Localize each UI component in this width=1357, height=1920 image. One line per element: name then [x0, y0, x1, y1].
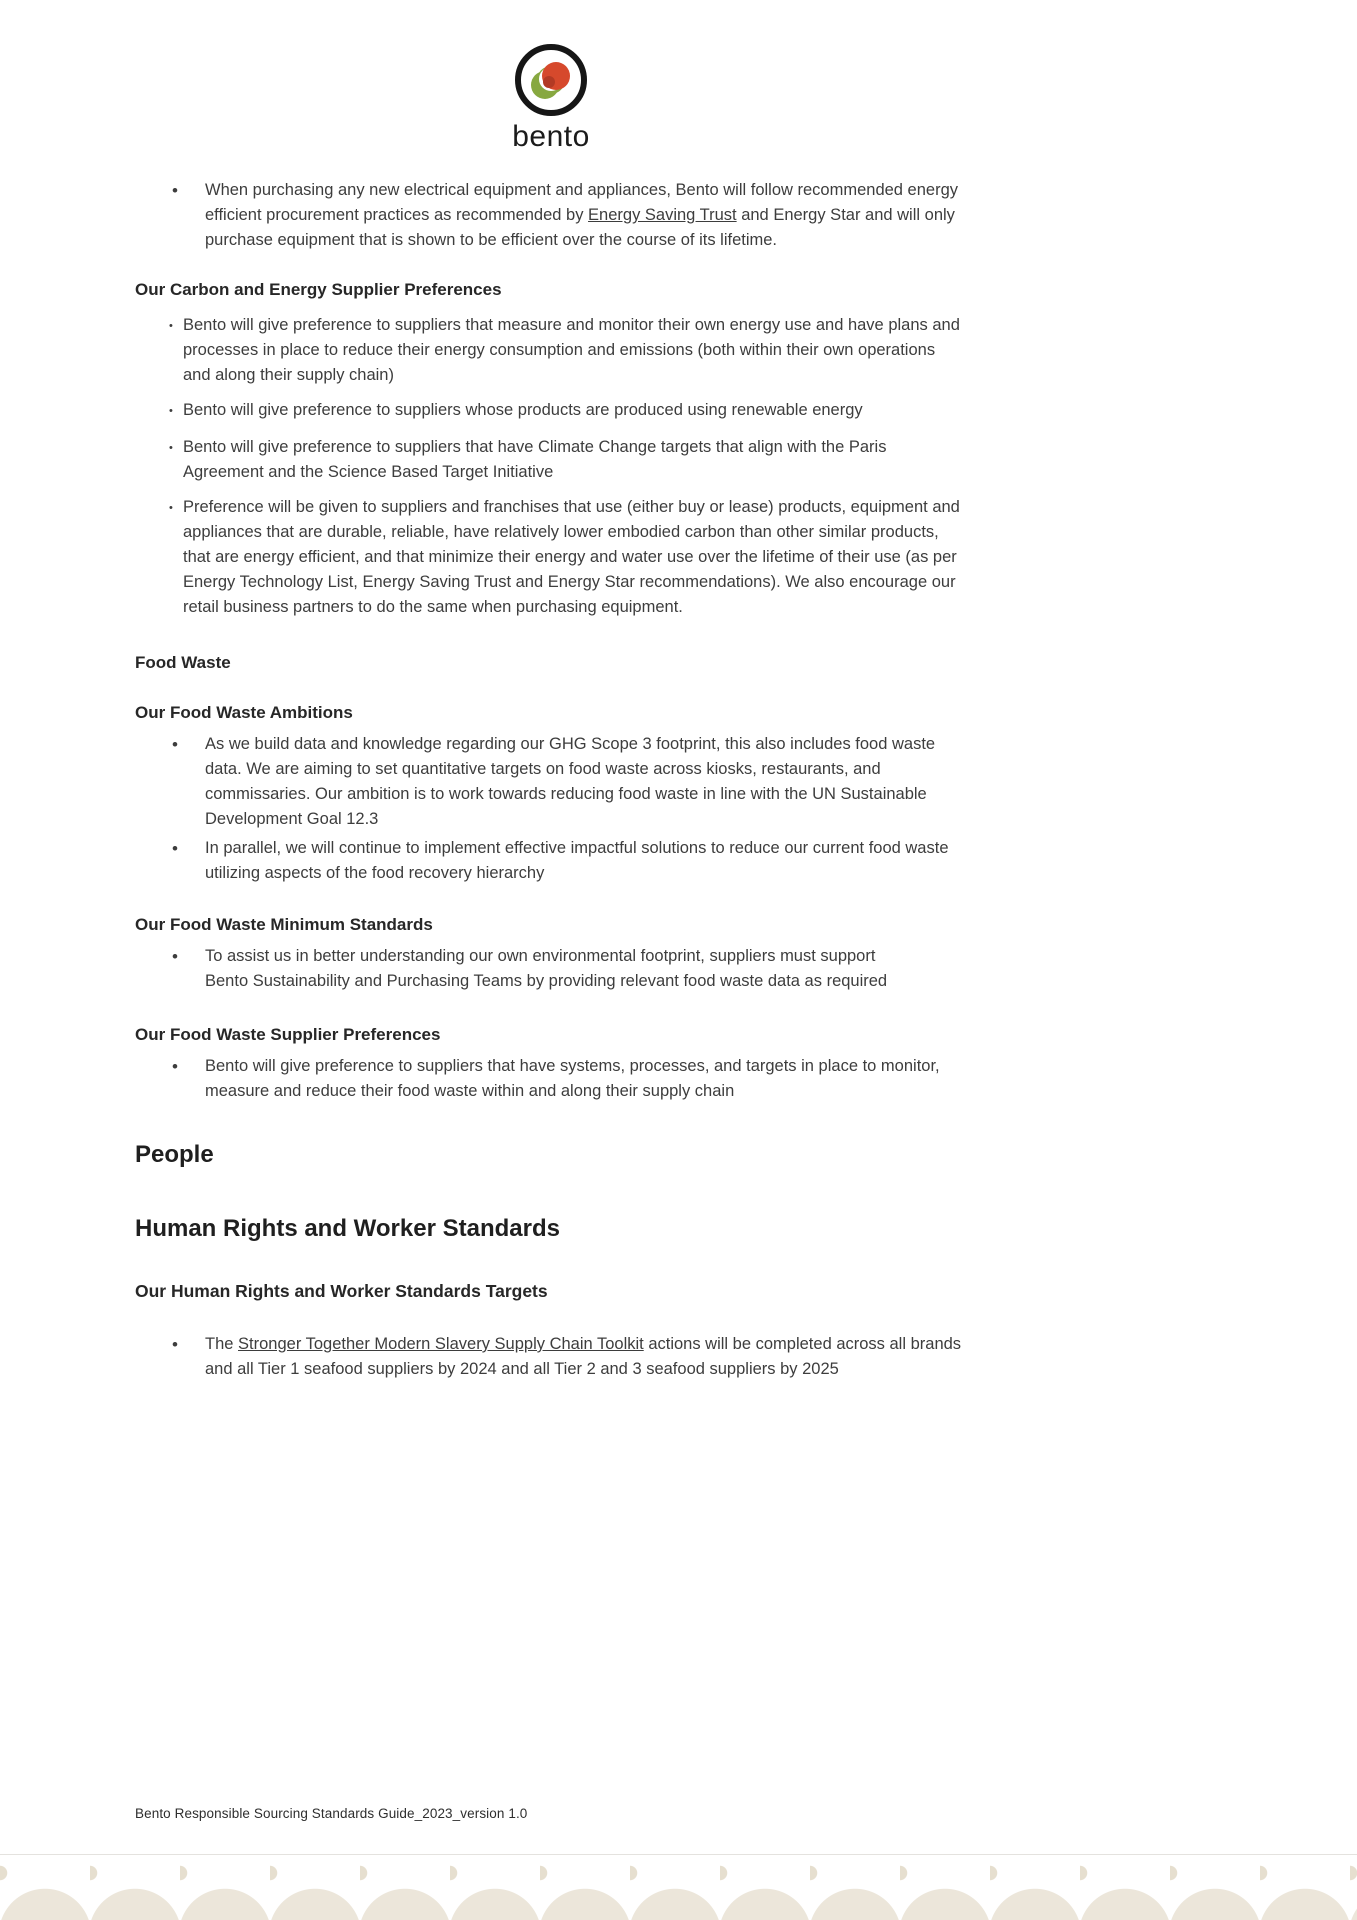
logo-wordmark: bento — [512, 120, 590, 153]
bullet-icon — [135, 836, 205, 862]
bullet-text-before: The — [205, 1335, 239, 1353]
bullet-icon — [135, 732, 205, 758]
bullet-icon — [135, 944, 205, 970]
list-item — [135, 178, 967, 253]
bullet-text: Bento will give preference to suppliers that have Climate Change targets that align with the Paris Agreement and the Science Based Target Initiative — [183, 438, 887, 481]
scallop-border-decoration — [0, 1854, 1357, 1920]
heading-people: People — [135, 1141, 214, 1168]
bullet-text: As we build data and knowledge regarding our GHG Scope 3 footprint, this also includes food waste data. We are aiming to set quantitative targets on food waste across kiosks, restaurants, and commissaries. Our ambition is to work towards reducing food waste in line with the UN Sustainable Development Goal 12.3 — [205, 735, 936, 828]
bento-logo-icon — [503, 40, 599, 120]
list-item — [135, 313, 967, 388]
bullet-text — [205, 178, 967, 253]
heading-food-waste: Food Waste — [135, 653, 231, 672]
bullet-icon — [135, 178, 205, 204]
list-item — [135, 398, 967, 425]
list-item — [135, 1054, 967, 1104]
heading-food-waste-ambitions: Our Food Waste Ambitions — [135, 703, 353, 722]
list-item — [135, 836, 967, 886]
bullet-text: Bento will give preference to suppliers that have systems, processes, and targets in place to monitor, measure and reduce their food waste within and along their supply chain — [205, 1057, 940, 1100]
bullet-icon — [135, 435, 183, 462]
heading-food-waste-supplier-preferences: Our Food Waste Supplier Preferences — [135, 1025, 441, 1044]
bullet-text: To assist us in better understanding our own environmental footprint, suppliers must support Bento Sustainability and Purchasing Teams by providing relevant food waste data as required — [205, 947, 888, 990]
bullet-text-after: and Energy Star and will only purchase equipment that is shown to be efficient over the course of its lifetime. — [205, 206, 955, 249]
heading-food-waste-minimum-standards: Our Food Waste Minimum Standards — [135, 915, 433, 934]
heading-human-rights-targets: Our Human Rights and Worker Standards Targets — [135, 1281, 548, 1301]
bullet-text-after: actions will be completed across all brands and all Tier 1 seafood suppliers by 2024 and all Tier 2 and 3 seafood suppliers by 2025 — [205, 1335, 962, 1378]
bullet-icon — [135, 1332, 205, 1358]
list-item — [135, 435, 967, 485]
bullet-icon — [135, 313, 183, 340]
page-footer: Bento Responsible Sourcing Standards Guide_2023_version 1.0 — [135, 1806, 528, 1821]
bullet-icon — [135, 398, 183, 425]
bullet-text-before: When purchasing any new electrical equipment and appliances, Bento will follow recommended energy efficient procurement practices as recommended by — [205, 181, 959, 224]
energy-saving-trust-link[interactable]: Energy Saving Trust — [588, 206, 737, 224]
list-item — [135, 495, 967, 620]
bullet-text: Preference will be given to suppliers and franchises that use (either buy or lease) products, equipment and appliances that are durable, reliable, have relatively lower embodied carbon than other similar products, that are energy efficient, and that minimize their energy and water use over the lifetime of their use (as per Energy Technology List, Energy Saving Trust and Energy Star recommendations). We also encourage our retail business partners to do the same when purchasing equipment. — [183, 498, 960, 616]
stronger-together-toolkit-link[interactable]: Stronger Together Modern Slavery Supply Chain Toolkit — [238, 1335, 644, 1353]
bullet-icon — [135, 495, 183, 522]
logo — [135, 40, 967, 154]
heading-human-rights: Human Rights and Worker Standards — [135, 1215, 560, 1242]
list-item — [135, 944, 967, 994]
bullet-text: Bento will give preference to suppliers that measure and monitor their own energy use and have plans and processes in place to reduce their energy consumption and emissions (both within their own operations and along their supply chain) — [183, 316, 960, 384]
bullet-text: In parallel, we will continue to implement effective impactful solutions to reduce our current food waste utilizing aspects of the food recovery hierarchy — [205, 839, 949, 882]
list-item — [135, 1332, 967, 1382]
heading-carbon-supplier-preferences: Our Carbon and Energy Supplier Preferences — [135, 280, 502, 299]
bullet-icon — [135, 1054, 205, 1080]
bullet-text: Bento will give preference to suppliers whose products are produced using renewable energy — [183, 401, 863, 419]
bullet-text — [205, 1332, 967, 1382]
list-item — [135, 732, 967, 832]
